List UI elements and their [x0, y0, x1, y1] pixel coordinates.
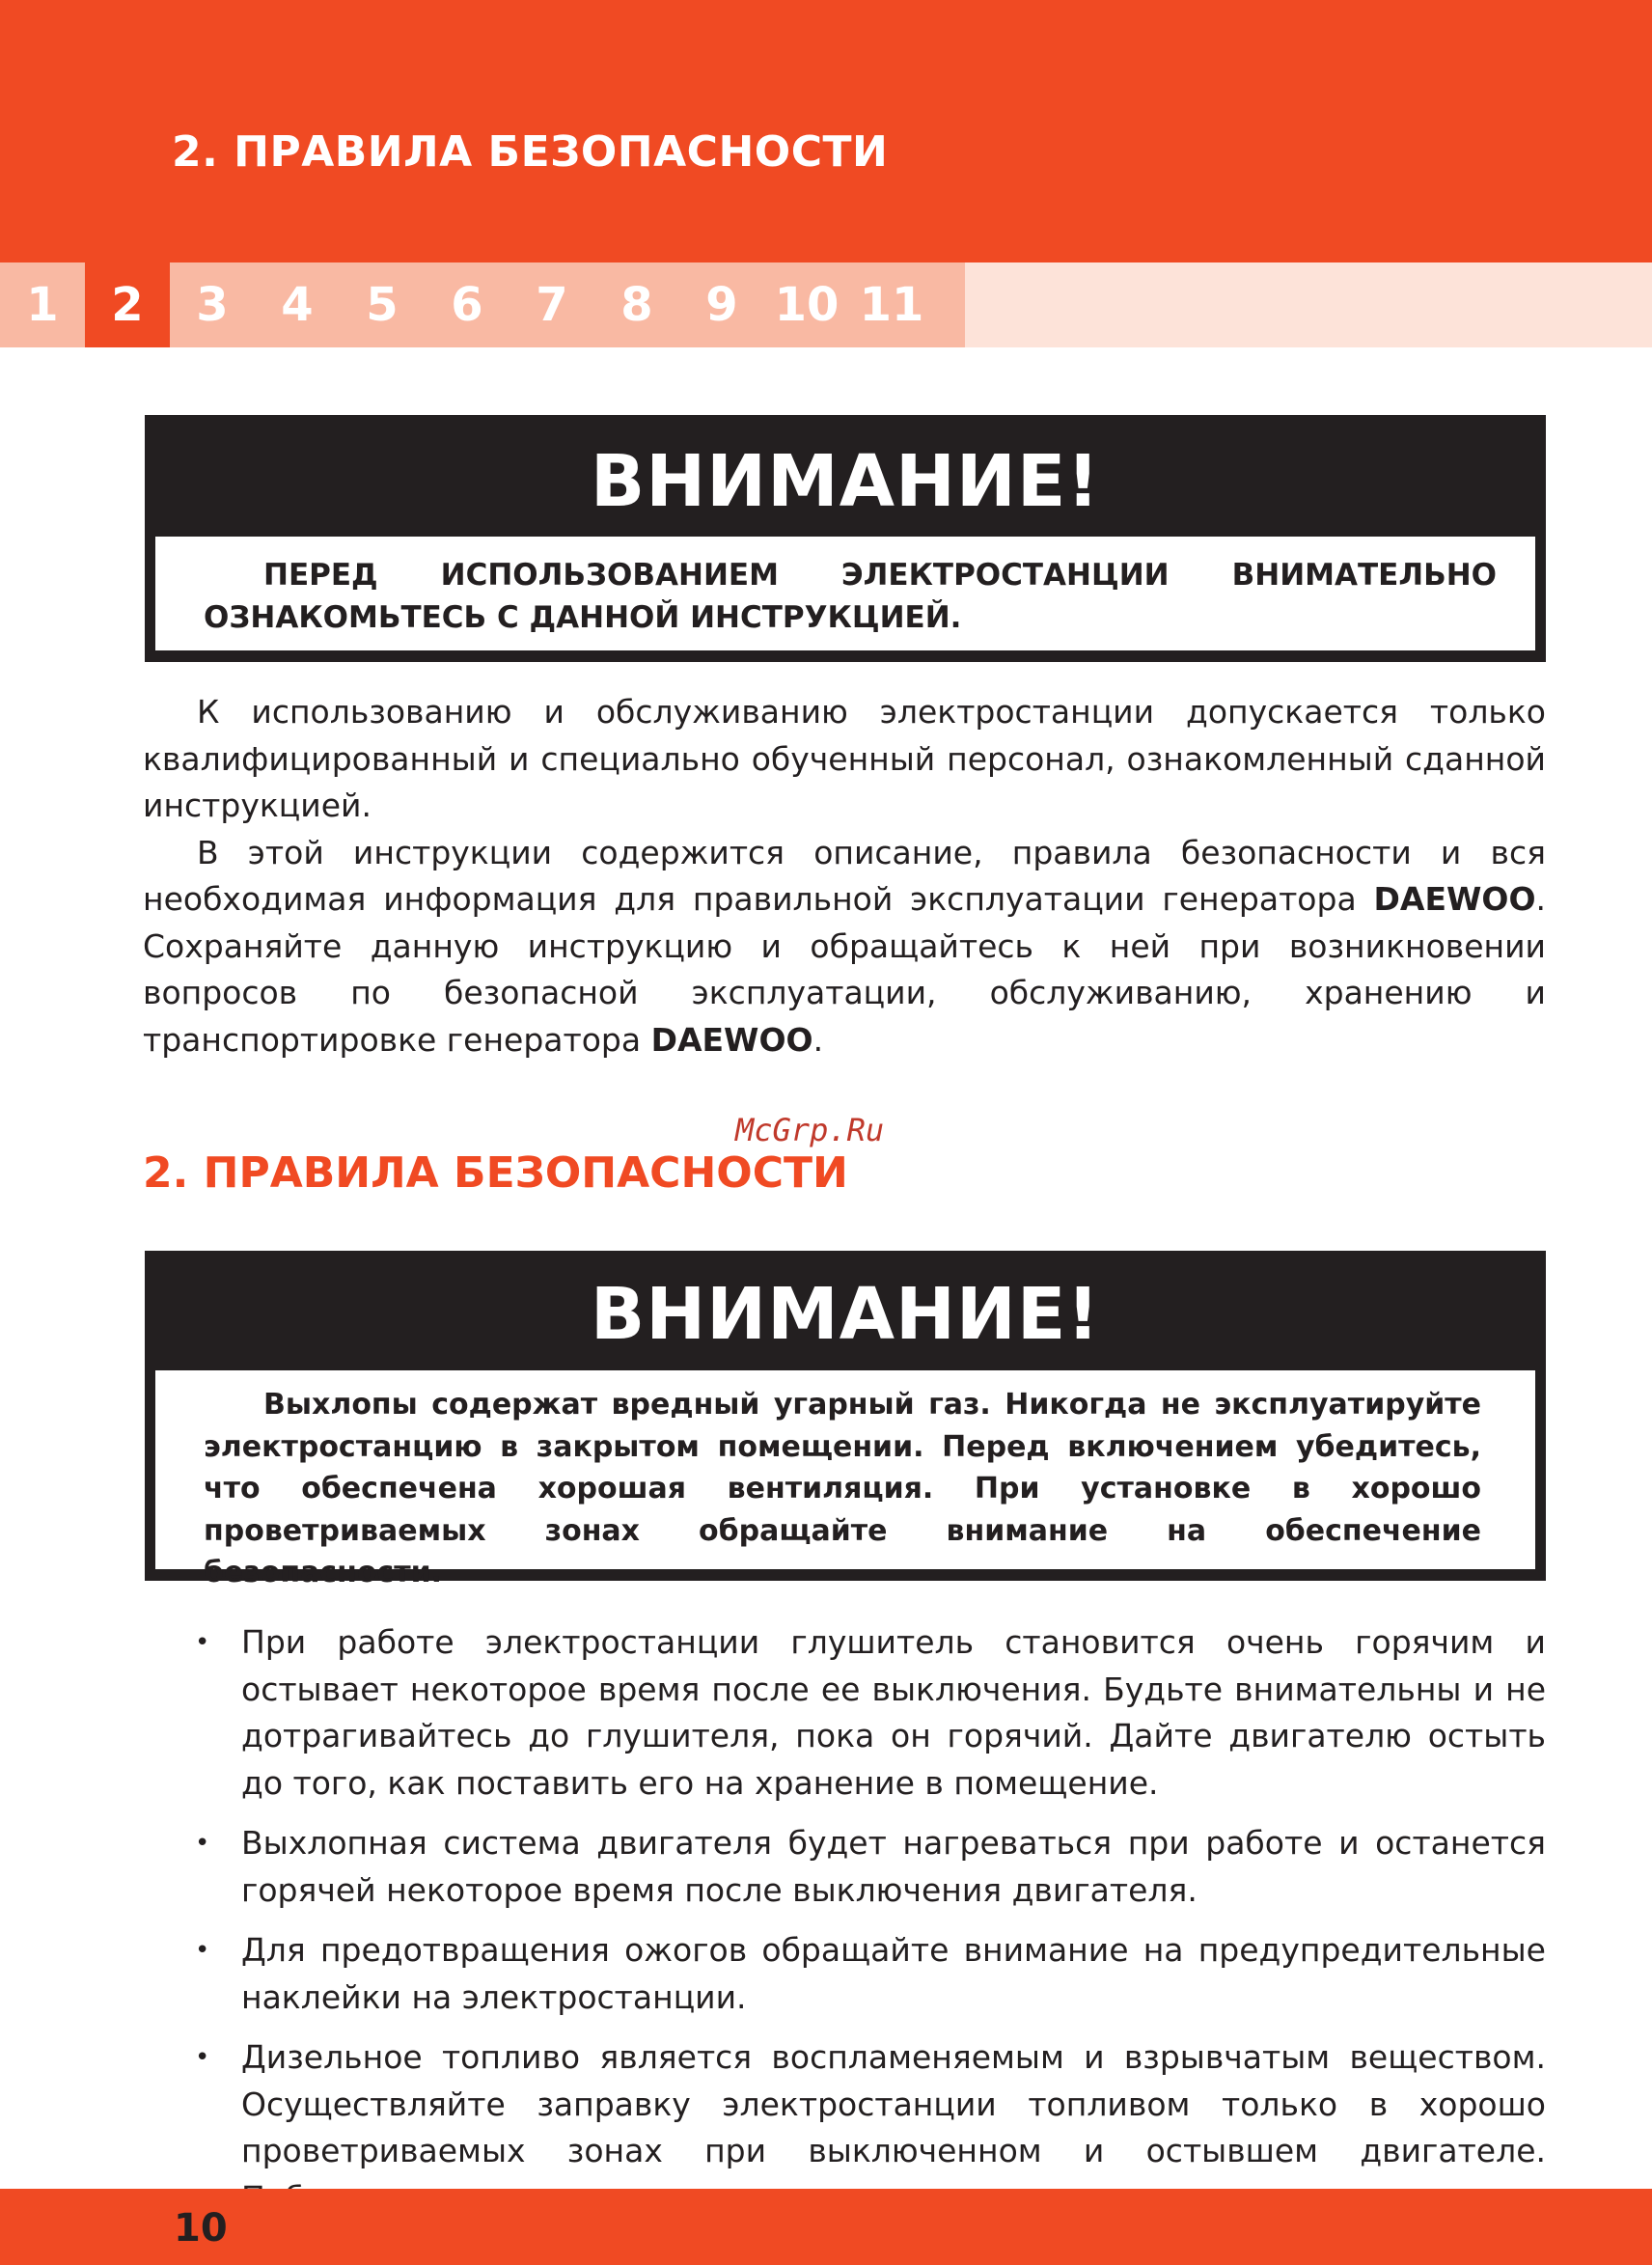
- chapter-tab-2[interactable]: 2: [85, 262, 170, 347]
- brand-name: DAEWOO: [650, 1020, 813, 1059]
- brand-name: DAEWOO: [1373, 880, 1536, 918]
- warning-box-exhaust: [145, 1251, 1546, 1589]
- warning-box-read-manual: [145, 415, 1546, 662]
- page-number: 10: [174, 2206, 228, 2251]
- intro-text: [143, 689, 1546, 1063]
- list-item: • Для предотвращения ожогов обращайте внимание на предупредительные наклейки на электростанции.: [195, 1927, 1546, 2021]
- chapter-tab-10[interactable]: 10: [774, 278, 840, 332]
- warning-text-panel: [155, 1370, 1535, 1589]
- section-title: 2. ПРАВИЛА БЕЗОПАСНОСТИ: [143, 1148, 848, 1198]
- intro-paragraph: К использованию и обслуживанию электростанции допускается только квалифицированный и специально обученный персонал, ознакомленный сданной инструкцией.: [143, 693, 1546, 824]
- chapter-bar-filler: [965, 262, 1652, 347]
- chapter-tab-4[interactable]: 4: [281, 278, 314, 332]
- chapter-tab-11[interactable]: 11: [859, 278, 924, 332]
- page-title: 2. ПРАВИЛА БЕЗОПАСНОСТИ: [172, 127, 889, 177]
- warning-title: ВНИМАНИЕ!: [590, 440, 1101, 523]
- chapter-tab-6[interactable]: 6: [451, 278, 483, 332]
- safety-bullet-list: [195, 1619, 1546, 2235]
- chapter-tab-1[interactable]: 1: [26, 278, 59, 332]
- intro-text-span: . Сохраняйте данную инструкцию и обращайтесь к ней при возникновении вопросов по безопасной эксплуатации, обслуживанию, хранению и транспортировке генератора: [143, 880, 1546, 1059]
- chapter-tab-3[interactable]: 3: [196, 278, 229, 332]
- intro-text-span: .: [812, 1020, 824, 1059]
- warning-text-panel: [155, 537, 1535, 650]
- footer-band: [0, 2189, 1652, 2265]
- chapter-navigation: [0, 262, 1652, 347]
- chapter-tab-9[interactable]: 9: [705, 278, 738, 332]
- list-item: • При работе электростанции глушитель становится очень горячим и остывает некоторое время после ее выключения. Будьте внимательны и не дотрагивайтесь до глушителя, пока он горячий. Дайте двигателю остыть до того, как поставить его на хранение в помещение.: [195, 1619, 1546, 1807]
- intro-text-span: В этой инструкции содержится описание, правила безопасности и вся необходимая информация для правильной эксплуатации генератора: [143, 833, 1546, 918]
- warning-title: ВНИМАНИЕ!: [590, 1273, 1101, 1356]
- list-item: • Дизельное топливо является воспламеняемым и взрывчатым веществом. Осуществляйте заправку электростанции топливом только в хорошо проветриваемых зонах при выключенном и остывшем двигателе.: [195, 2034, 1546, 2222]
- watermark: McGrp.Ru: [735, 1112, 885, 1148]
- chapter-tabs: [0, 262, 965, 347]
- list-item: • Выхлопная система двигателя будет нагреваться при работе и останется горячей некоторое время после выключения двигателя.: [195, 1820, 1546, 1914]
- intro-paragraph: [143, 830, 1546, 1064]
- chapter-tab-5[interactable]: 5: [366, 278, 399, 332]
- chapter-tab-8[interactable]: 8: [620, 278, 653, 332]
- chapter-tab-7[interactable]: 7: [536, 278, 568, 332]
- warning-text: Выхлопы содержат вредный угарный газ. Никогда не эксплуатируйте электростанцию в закрытом помещении. Перед включением убедитесь, что обеспечена хорошая вентиляция. При установке в хорошо проветриваемых зонах обращайте внимание на обеспечение безопасности.: [204, 1388, 1481, 1589]
- header-band: [0, 0, 1652, 262]
- warning-text: ПЕРЕД ИСПОЛЬЗОВАНИЕМ ЭЛЕКТРОСТАНЦИИ ВНИМАТЕЛЬНО ОЗНАКОМЬТЕСЬ С ДАННОЙ ИНСТРУКЦИЕЙ.: [204, 558, 1497, 635]
